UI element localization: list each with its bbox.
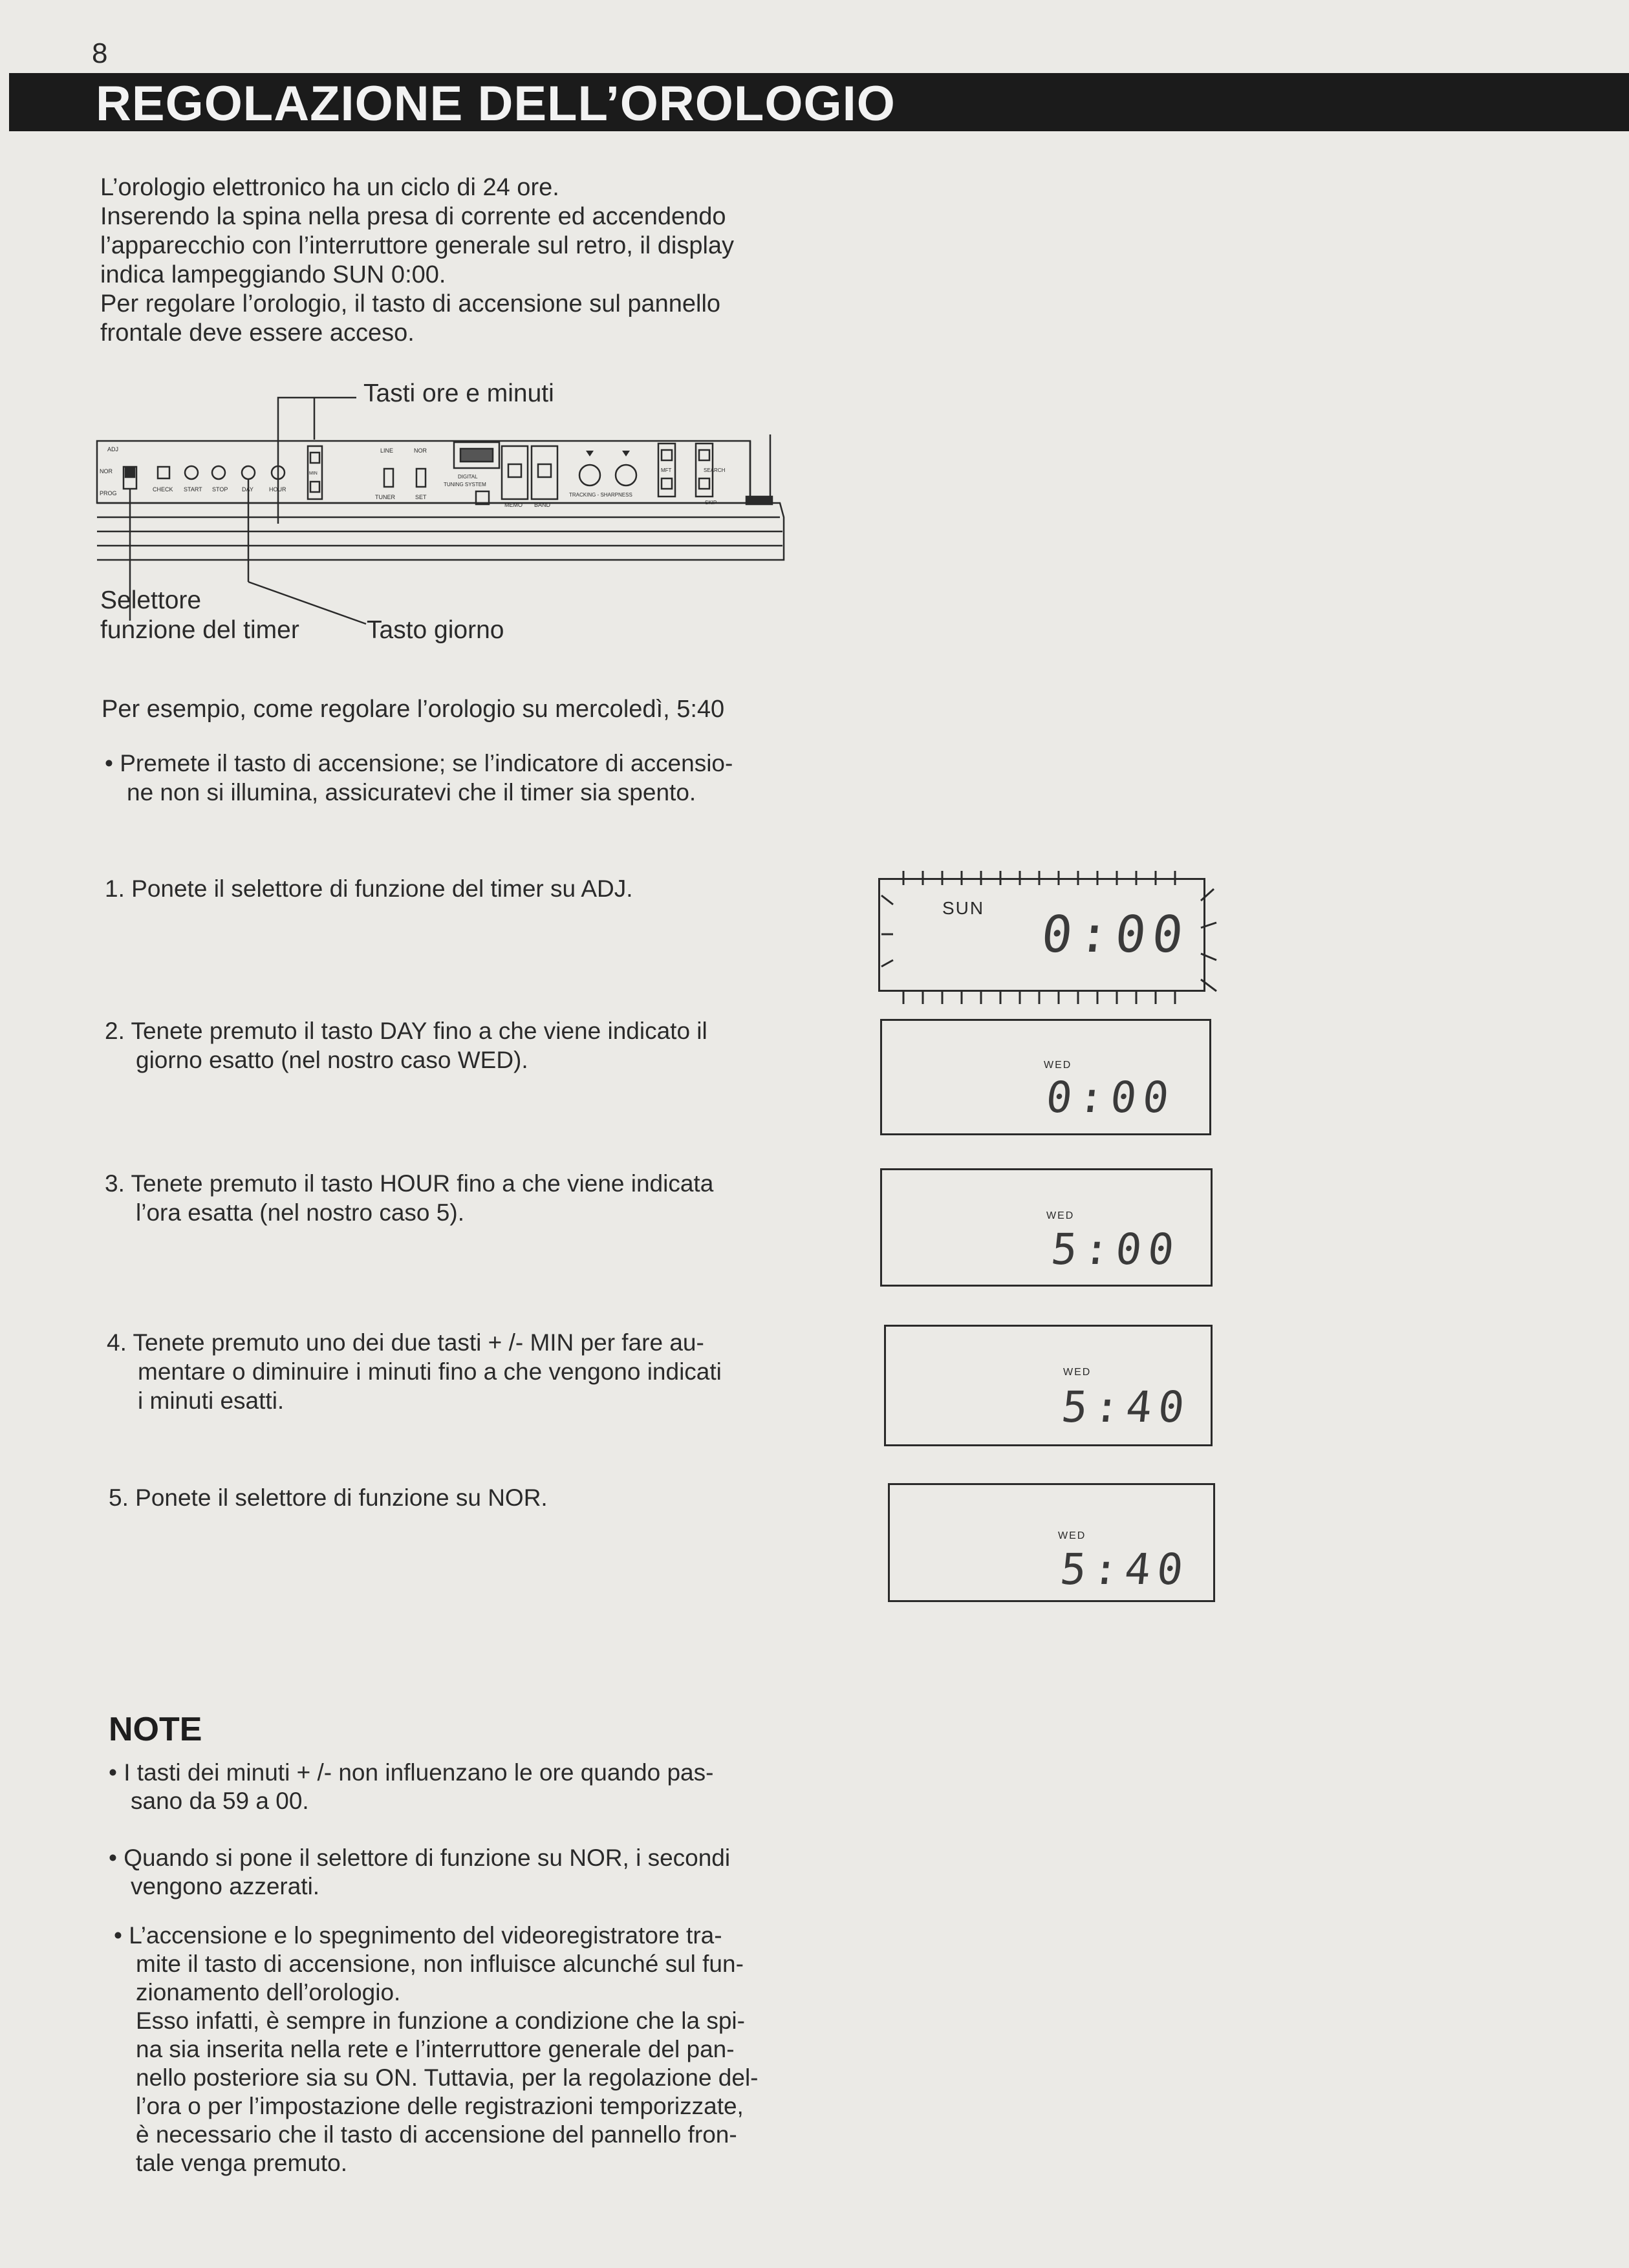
note-line: l’ora o per l’impostazione delle registrazioni temporizzate, xyxy=(136,2093,744,2119)
label-memo: MEMO xyxy=(504,502,523,508)
label-tuning-system: TUNING SYSTEM xyxy=(444,482,486,487)
label-hour: HOUR xyxy=(269,486,286,493)
step-number: 4. xyxy=(107,1329,127,1356)
lcd-display-3 xyxy=(880,1168,1213,1287)
label-stop: STOP xyxy=(212,486,228,493)
note-line: zionamento dell’orologio. xyxy=(136,1979,401,2006)
step-1 xyxy=(105,874,633,903)
label-adj: ADJ xyxy=(107,446,119,453)
step-text: Tenete premuto il tasto HOUR fino a che viene indicata xyxy=(131,1170,714,1197)
lcd-time: 5:00 xyxy=(1048,1225,1183,1274)
label-check: CHECK xyxy=(153,486,173,493)
step-2 xyxy=(105,1016,707,1075)
label-tracking: TRACKING - SHARPNESS xyxy=(569,492,632,498)
label-hour-min-keys: Tasti ore e minuti xyxy=(363,380,554,407)
label-line: LINE xyxy=(380,447,394,454)
intro-line: indica lampeggiando SUN 0:00. xyxy=(100,261,446,288)
step-number: 2. xyxy=(105,1018,125,1044)
step-3 xyxy=(105,1169,713,1227)
label-prog: PROG xyxy=(100,490,117,497)
label-day-key: Tasto giorno xyxy=(367,616,504,644)
intro-line: frontale deve essere acceso. xyxy=(100,319,415,347)
note-line: sano da 59 a 00. xyxy=(131,1788,309,1814)
intro-line: l’apparecchio con l’interruttore generale sul retro, il display xyxy=(100,232,735,259)
example-text: Per esempio, come regolare l’orologio su mercoledì, 5:40 xyxy=(102,696,725,723)
step-text: Ponete il selettore di funzione su NOR. xyxy=(135,1484,548,1511)
page-number: 8 xyxy=(92,37,108,69)
step-number: 3. xyxy=(105,1170,125,1197)
note-line: L’accensione e lo spegnimento del videoregistratore tra- xyxy=(129,1922,722,1949)
note-1 xyxy=(109,1759,833,1815)
label-search: SEARCH xyxy=(704,467,726,473)
lcd-display-4 xyxy=(884,1325,1213,1446)
note-line: na sia inserita nella rete e l’interruttore generale del pan- xyxy=(136,2036,735,2062)
intro-line: Per regolare l’orologio, il tasto di accensione sul pannello xyxy=(100,290,721,317)
notes-heading: NOTE xyxy=(109,1711,202,1748)
bullet-dot: • xyxy=(114,1922,129,1949)
lcd-time: 0:00 xyxy=(1043,1073,1178,1122)
step-text: i minuti esatti. xyxy=(138,1387,285,1414)
bullet-line: Premete il tasto di accensione; se l’indicatore di accensio- xyxy=(120,750,733,776)
lcd-day: WED xyxy=(1058,1530,1086,1541)
note-line: Esso infatti, è sempre in funzione a condizione che la spi- xyxy=(136,2007,745,2034)
lcd-day: SUN xyxy=(942,898,985,918)
note-2 xyxy=(109,1844,833,1901)
bullet-dot: • xyxy=(109,1845,124,1871)
step-text: Ponete il selettore di funzione del timer su ADJ. xyxy=(131,875,633,902)
note-line: vengono azzerati. xyxy=(131,1873,320,1899)
lcd-day: WED xyxy=(1063,1367,1092,1378)
lcd-display-1 xyxy=(878,878,1205,992)
lcd-day: WED xyxy=(1046,1210,1075,1221)
lcd-day: WED xyxy=(1044,1060,1072,1071)
lcd-time: 0:00 xyxy=(1039,906,1192,964)
label-timer-selector-2: funzione del timer xyxy=(100,616,299,644)
label-day: DAY xyxy=(242,486,254,493)
label-skip: SKIP xyxy=(705,500,717,506)
bullet-dot: • xyxy=(105,750,120,776)
step-4 xyxy=(107,1328,722,1415)
label-nor-2: NOR xyxy=(414,447,427,454)
step-text: giorno esatto (nel nostro caso WED). xyxy=(136,1047,528,1073)
bullet-line: ne non si illumina, assicuratevi che il timer sia spento. xyxy=(127,779,696,806)
intro-paragraph xyxy=(100,173,812,348)
note-line: è necessario che il tasto di accensione del pannello fron- xyxy=(136,2121,737,2148)
step-text: l’ora esatta (nel nostro caso 5). xyxy=(136,1199,464,1226)
step-number: 1. xyxy=(105,875,125,902)
label-min: MIN xyxy=(309,471,318,476)
intro-line: L’orologio elettronico ha un ciclo di 24 ore. xyxy=(100,174,559,201)
lcd-display-2 xyxy=(880,1019,1211,1135)
note-line: nello posteriore sia su ON. Tuttavia, per la regolazione del- xyxy=(136,2064,759,2091)
step-5 xyxy=(109,1483,548,1512)
label-band: BAND xyxy=(534,502,551,508)
step-text: Tenete premuto uno dei due tasti + /- MIN per fare au- xyxy=(133,1329,704,1356)
note-line: tale venga premuto. xyxy=(136,2150,348,2176)
note-line: Quando si pone il selettore di funzione su NOR, i secondi xyxy=(124,1845,731,1871)
lcd-display-5 xyxy=(888,1483,1215,1602)
note-line: mite il tasto di accensione, non influisce alcunché sul fun- xyxy=(136,1951,744,1977)
intro-line: Inserendo la spina nella presa di corrente ed accendendo xyxy=(100,203,726,230)
note-line: I tasti dei minuti + /- non influenzano le ore quando pas- xyxy=(124,1759,714,1786)
step-number: 5. xyxy=(109,1484,129,1511)
page-title: REGOLAZIONE DELL’OROLOGIO xyxy=(96,76,896,131)
label-timer-selector-1: Selettore xyxy=(100,586,202,614)
label-mft: MFT xyxy=(661,467,672,473)
lcd-time: 5:40 xyxy=(1057,1545,1192,1594)
note-3 xyxy=(114,1921,838,2177)
bullet-dot: • xyxy=(109,1759,124,1786)
label-set: SET xyxy=(415,494,427,500)
lcd-time: 5:40 xyxy=(1059,1382,1193,1432)
label-start: START xyxy=(184,486,202,493)
label-tuner: TUNER xyxy=(375,494,395,500)
bullet-intro xyxy=(105,749,816,807)
step-text: mentare o diminuire i minuti fino a che vengono indicati xyxy=(138,1358,722,1385)
label-nor: NOR xyxy=(100,468,113,475)
label-digital: DIGITAL xyxy=(458,474,478,480)
step-text: Tenete premuto il tasto DAY fino a che viene indicato il xyxy=(131,1018,707,1044)
